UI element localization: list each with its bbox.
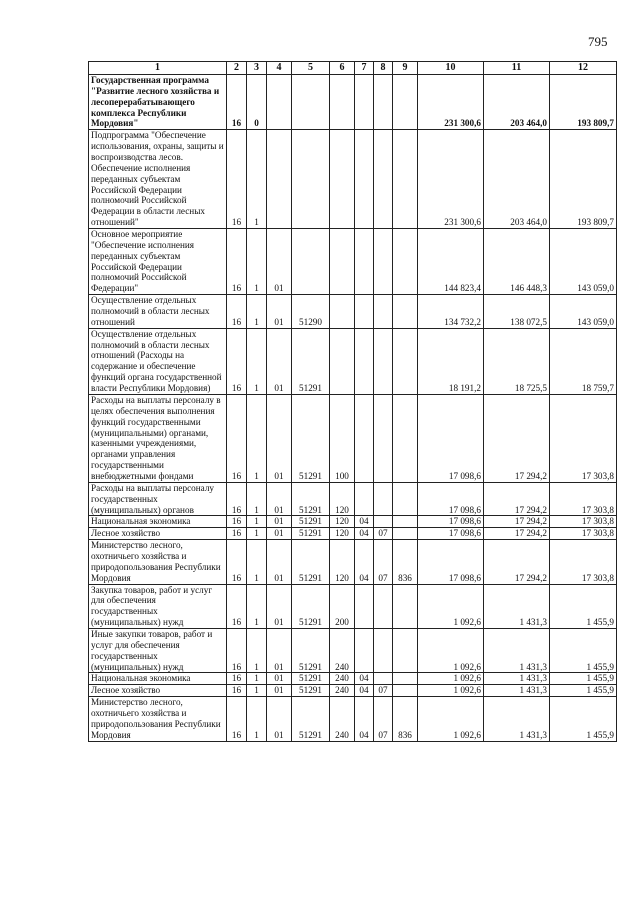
amount-cell: 193 809,7	[550, 130, 617, 229]
code-cell: 120	[330, 528, 355, 540]
code-cell: 01	[267, 628, 292, 672]
amount-cell: 134 732,2	[418, 295, 484, 329]
code-cell: 16	[227, 516, 247, 528]
code-cell: 1	[247, 584, 267, 628]
amount-cell: 144 823,4	[418, 229, 484, 295]
code-cell	[267, 130, 292, 229]
table-row	[89, 685, 617, 697]
code-cell: 1	[247, 528, 267, 540]
code-cell: 51291	[292, 528, 330, 540]
table-row	[89, 528, 617, 540]
row-name-cell: Осуществление отдельных полномочий в области лесных отношений (Расходы на содержание и обеспечение функций органа государственной власти Республики Мордовия)	[89, 328, 227, 394]
code-cell: 1	[247, 229, 267, 295]
amount-cell: 18 759,7	[550, 328, 617, 394]
code-cell: 16	[227, 540, 247, 584]
code-cell: 1	[247, 130, 267, 229]
code-cell: 1	[247, 673, 267, 685]
row-name-cell: Основное мероприятие "Обеспечение исполнения переданных субъектам Российской Федерации полномочий Российской Федерации"	[89, 229, 227, 295]
code-cell: 04	[355, 685, 374, 697]
code-cell	[267, 75, 292, 130]
row-name-cell: Министерство лесного, охотничьего хозяйства и природопользования Республики Мордовия	[89, 697, 227, 741]
code-cell	[393, 685, 418, 697]
amount-cell: 17 294,2	[484, 394, 550, 482]
code-cell: 51291	[292, 673, 330, 685]
code-cell	[393, 229, 418, 295]
code-cell: 51291	[292, 697, 330, 741]
code-cell	[355, 130, 374, 229]
row-name-cell: Расходы на выплаты персоналу государственных (муниципальных) органов	[89, 482, 227, 516]
code-cell: 51291	[292, 628, 330, 672]
amount-cell: 17 303,8	[550, 528, 617, 540]
code-cell	[355, 628, 374, 672]
code-cell: 04	[355, 673, 374, 685]
code-cell: 16	[227, 328, 247, 394]
code-cell: 01	[267, 697, 292, 741]
code-cell	[393, 673, 418, 685]
row-name-cell: Осуществление отдельных полномочий в области лесных отношений	[89, 295, 227, 329]
amount-cell: 143 059,0	[550, 229, 617, 295]
code-cell: 04	[355, 697, 374, 741]
code-cell: 01	[267, 229, 292, 295]
amount-cell: 1 455,9	[550, 584, 617, 628]
table-row	[89, 75, 617, 130]
code-cell: 01	[267, 482, 292, 516]
amount-cell: 17 303,8	[550, 394, 617, 482]
amount-cell: 1 455,9	[550, 628, 617, 672]
row-name-cell: Государственная программа "Развитие лесного хозяйства и лесоперерабатывающего комплекса Республики Мордовия"	[89, 75, 227, 130]
code-cell: 07	[374, 697, 393, 741]
code-cell: 1	[247, 628, 267, 672]
code-cell	[393, 482, 418, 516]
page-number: 795	[588, 34, 608, 49]
code-cell	[330, 295, 355, 329]
code-cell: 0	[247, 75, 267, 130]
code-cell	[374, 516, 393, 528]
code-cell	[374, 130, 393, 229]
amount-cell: 1 092,6	[418, 685, 484, 697]
code-cell	[393, 516, 418, 528]
code-cell	[393, 628, 418, 672]
amount-cell: 1 455,9	[550, 697, 617, 741]
code-cell: 01	[267, 328, 292, 394]
amount-cell: 17 098,6	[418, 528, 484, 540]
column-header-7: 7	[355, 62, 374, 75]
code-cell	[355, 584, 374, 628]
code-cell: 836	[393, 697, 418, 741]
amount-cell: 17 303,8	[550, 482, 617, 516]
column-header-2: 2	[227, 62, 247, 75]
column-header-9: 9	[393, 62, 418, 75]
column-header-1: 1	[89, 62, 227, 75]
code-cell: 51291	[292, 394, 330, 482]
code-cell: 1	[247, 540, 267, 584]
amount-cell: 17 294,2	[484, 528, 550, 540]
code-cell: 01	[267, 295, 292, 329]
table-row	[89, 295, 617, 329]
code-cell	[393, 328, 418, 394]
code-cell: 1	[247, 394, 267, 482]
code-cell: 100	[330, 394, 355, 482]
row-name-cell: Лесное хозяйство	[89, 528, 227, 540]
code-cell	[355, 394, 374, 482]
amount-cell: 1 092,6	[418, 628, 484, 672]
table-row	[89, 540, 617, 584]
header-row	[89, 62, 617, 75]
code-cell: 04	[355, 540, 374, 584]
row-name-cell: Национальная экономика	[89, 673, 227, 685]
code-cell	[330, 229, 355, 295]
code-cell: 01	[267, 673, 292, 685]
code-cell: 16	[227, 229, 247, 295]
column-header-8: 8	[374, 62, 393, 75]
amount-cell: 1 431,3	[484, 673, 550, 685]
code-cell	[393, 394, 418, 482]
code-cell: 01	[267, 528, 292, 540]
code-cell: 240	[330, 685, 355, 697]
code-cell	[393, 130, 418, 229]
amount-cell: 17 303,8	[550, 516, 617, 528]
code-cell: 16	[227, 628, 247, 672]
amount-cell: 146 448,3	[484, 229, 550, 295]
amount-cell: 231 300,6	[418, 130, 484, 229]
code-cell: 51291	[292, 482, 330, 516]
code-cell: 200	[330, 584, 355, 628]
column-header-3: 3	[247, 62, 267, 75]
table-row	[89, 516, 617, 528]
amount-cell: 17 294,2	[484, 482, 550, 516]
code-cell: 04	[355, 528, 374, 540]
amount-cell: 17 294,2	[484, 540, 550, 584]
code-cell: 1	[247, 328, 267, 394]
code-cell	[355, 328, 374, 394]
code-cell: 240	[330, 697, 355, 741]
code-cell: 51291	[292, 516, 330, 528]
code-cell	[355, 229, 374, 295]
code-cell	[330, 130, 355, 229]
code-cell	[374, 394, 393, 482]
amount-cell: 143 059,0	[550, 295, 617, 329]
column-header-4: 4	[267, 62, 292, 75]
amount-cell: 1 092,6	[418, 697, 484, 741]
table-row	[89, 394, 617, 482]
amount-cell: 138 072,5	[484, 295, 550, 329]
code-cell: 16	[227, 685, 247, 697]
amount-cell: 17 294,2	[484, 516, 550, 528]
amount-cell: 18 191,2	[418, 328, 484, 394]
amount-cell: 17 098,6	[418, 482, 484, 516]
amount-cell: 1 092,6	[418, 673, 484, 685]
column-header-12: 12	[550, 62, 617, 75]
code-cell: 120	[330, 516, 355, 528]
code-cell	[355, 75, 374, 130]
code-cell: 51291	[292, 540, 330, 584]
table-row	[89, 673, 617, 685]
code-cell	[292, 130, 330, 229]
code-cell: 16	[227, 584, 247, 628]
row-name-cell: Подпрограмма "Обеспечение использования, охраны, защиты и воспроизводства лесов. Обеспечение исполнения переданных субъектам Российской Федерации полномочий Российской Федерации в области лесных отношений"	[89, 130, 227, 229]
code-cell	[292, 229, 330, 295]
table-row	[89, 130, 617, 229]
code-cell: 16	[227, 295, 247, 329]
code-cell: 120	[330, 482, 355, 516]
code-cell: 01	[267, 685, 292, 697]
budget-table	[88, 61, 617, 742]
table-row	[89, 482, 617, 516]
amount-cell: 17 303,8	[550, 540, 617, 584]
row-name-cell: Расходы на выплаты персоналу в целях обеспечения выполнения функций государственными (муниципальными) органами, казенными учреждениями, органами управления государственными внебюджетными фондами	[89, 394, 227, 482]
code-cell: 51291	[292, 584, 330, 628]
code-cell: 16	[227, 75, 247, 130]
code-cell	[374, 482, 393, 516]
amount-cell: 1 455,9	[550, 685, 617, 697]
code-cell: 1	[247, 516, 267, 528]
table-row	[89, 229, 617, 295]
code-cell	[374, 229, 393, 295]
code-cell	[355, 482, 374, 516]
code-cell	[393, 584, 418, 628]
code-cell	[374, 328, 393, 394]
amount-cell: 1 431,3	[484, 584, 550, 628]
code-cell: 51290	[292, 295, 330, 329]
code-cell: 16	[227, 697, 247, 741]
amount-cell: 203 464,0	[484, 130, 550, 229]
code-cell	[374, 673, 393, 685]
code-cell	[330, 75, 355, 130]
code-cell	[292, 75, 330, 130]
column-header-6: 6	[330, 62, 355, 75]
row-name-cell: Лесное хозяйство	[89, 685, 227, 697]
code-cell: 1	[247, 482, 267, 516]
code-cell: 51291	[292, 685, 330, 697]
code-cell: 04	[355, 516, 374, 528]
amount-cell: 1 431,3	[484, 628, 550, 672]
code-cell: 120	[330, 540, 355, 584]
table-row	[89, 697, 617, 741]
amount-cell: 1 092,6	[418, 584, 484, 628]
code-cell	[374, 628, 393, 672]
amount-cell: 1 431,3	[484, 685, 550, 697]
amount-cell: 17 098,6	[418, 394, 484, 482]
table-row	[89, 584, 617, 628]
amount-cell: 18 725,5	[484, 328, 550, 394]
row-name-cell: Министерство лесного, охотничьего хозяйства и природопользования Республики Мордовия	[89, 540, 227, 584]
code-cell: 51291	[292, 328, 330, 394]
code-cell: 1	[247, 295, 267, 329]
column-header-10: 10	[418, 62, 484, 75]
code-cell	[393, 528, 418, 540]
code-cell: 01	[267, 540, 292, 584]
amount-cell: 17 098,6	[418, 540, 484, 584]
amount-cell: 1 431,3	[484, 697, 550, 741]
code-cell	[393, 295, 418, 329]
code-cell: 16	[227, 394, 247, 482]
code-cell: 1	[247, 685, 267, 697]
row-name-cell: Закупка товаров, работ и услуг для обеспечения государственных (муниципальных) нужд	[89, 584, 227, 628]
code-cell: 01	[267, 584, 292, 628]
table-row	[89, 628, 617, 672]
code-cell	[374, 295, 393, 329]
amount-cell: 193 809,7	[550, 75, 617, 130]
amount-cell: 1 455,9	[550, 673, 617, 685]
code-cell	[330, 328, 355, 394]
code-cell: 1	[247, 697, 267, 741]
code-cell: 07	[374, 540, 393, 584]
code-cell	[355, 295, 374, 329]
table-body	[89, 75, 617, 742]
code-cell: 07	[374, 685, 393, 697]
amount-cell: 203 464,0	[484, 75, 550, 130]
code-cell: 836	[393, 540, 418, 584]
code-cell: 01	[267, 516, 292, 528]
code-cell: 16	[227, 130, 247, 229]
amount-cell: 17 098,6	[418, 516, 484, 528]
code-cell: 16	[227, 482, 247, 516]
table-row	[89, 328, 617, 394]
column-header-11: 11	[484, 62, 550, 75]
code-cell: 16	[227, 673, 247, 685]
code-cell	[374, 75, 393, 130]
code-cell: 240	[330, 673, 355, 685]
code-cell	[393, 75, 418, 130]
amount-cell: 231 300,6	[418, 75, 484, 130]
row-name-cell: Иные закупки товаров, работ и услуг для обеспечения государственных (муниципальных) нужд	[89, 628, 227, 672]
code-cell: 01	[267, 394, 292, 482]
code-cell: 16	[227, 528, 247, 540]
code-cell: 240	[330, 628, 355, 672]
row-name-cell: Национальная экономика	[89, 516, 227, 528]
code-cell	[374, 584, 393, 628]
code-cell: 07	[374, 528, 393, 540]
column-header-5: 5	[292, 62, 330, 75]
